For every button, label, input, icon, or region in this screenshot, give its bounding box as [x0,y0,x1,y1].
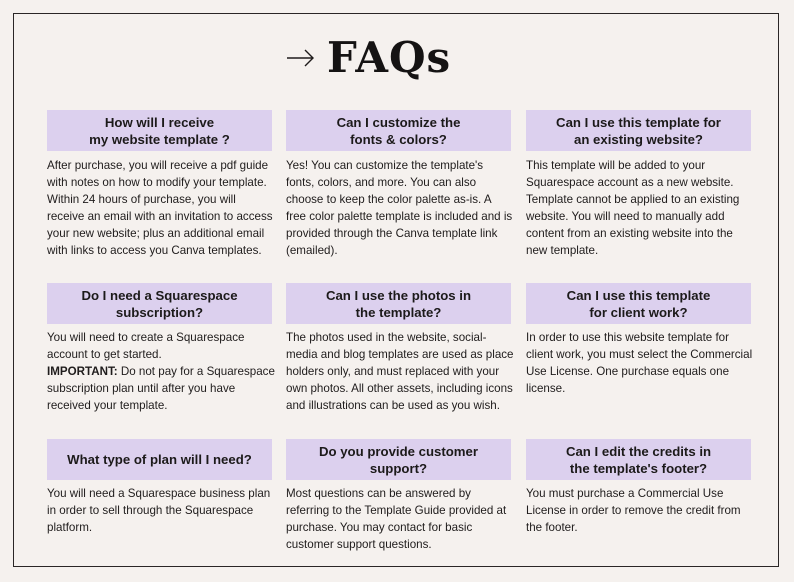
faq-answer: Most questions can be answered by referring to the Template Guide provided at purchase. You may contact for basic customer support questions. [286,487,507,551]
faq-question: Do I need a Squarespace subscription? [47,283,272,324]
page-title: FAQs [327,33,452,82]
faq-item [286,110,511,259]
faq-question: Can I use this template for client work? [526,283,751,324]
faq-answer-emphasis: IMPORTANT: [47,365,118,378]
faq-answer: You must purchase a Commercial Use License in order to remove the credit from the footer. [526,487,741,534]
faq-question: Can I edit the credits in the template's footer? [526,439,751,480]
faq-question: Do you provide customer support? [286,439,511,480]
faq-item [47,283,275,414]
faq-answer: In order to use this website template for client work, you must select the Commercial Use License. One purchase equals one license. [526,331,753,395]
faq-answer: You will need to create a Squarespace account to get started. [47,331,245,361]
faq-item [286,283,514,414]
faq-question: Can I use the photos in the template? [286,283,511,324]
faq-question: Can I customize the fonts & colors? [286,110,511,151]
faq-answer-block [47,329,275,414]
faq-answer: Yes! You can customize the template's fonts, colors, and more. You can also choose to keep the color palette as-is. A free color palette template is included and is provided through the Canva template link (emailed). [286,159,513,257]
faq-answer-extra: Do not pay for a Squarespace subscription plan until after you have received your template. [47,365,275,412]
faq-item [526,439,751,536]
faq-item [47,439,272,536]
faq-answer: This template will be added to your Squarespace account as a new website. Template cannot be applied to an existing website. You will need to manually add content from an existing website into the new template. [526,159,740,257]
faq-question: Can I use this template for an existing website? [526,110,751,151]
faq-item [526,110,751,259]
faq-answer: After purchase, you will receive a pdf guide with notes on how to modify your template. Within 24 hours of purchase, you will receive an email with an invitation to access your new website; plus an additional email with links to access you Canva templates. [47,159,273,257]
faq-item [526,283,751,397]
faq-question: How will I receive my website template ? [47,110,272,151]
faq-answer: The photos used in the website, social-media and blog templates are used as place holders only, and must replaced with your own photos. All other assets, including icons and illustrations can be used as you wish. [286,331,514,412]
faq-item [47,110,272,259]
faq-item [286,439,511,553]
arrow-right-icon [286,47,316,69]
faq-answer: You will need a Squarespace business plan in order to sell through the Squarespace platform. [47,487,271,534]
faq-question: What type of plan will I need? [47,439,272,480]
